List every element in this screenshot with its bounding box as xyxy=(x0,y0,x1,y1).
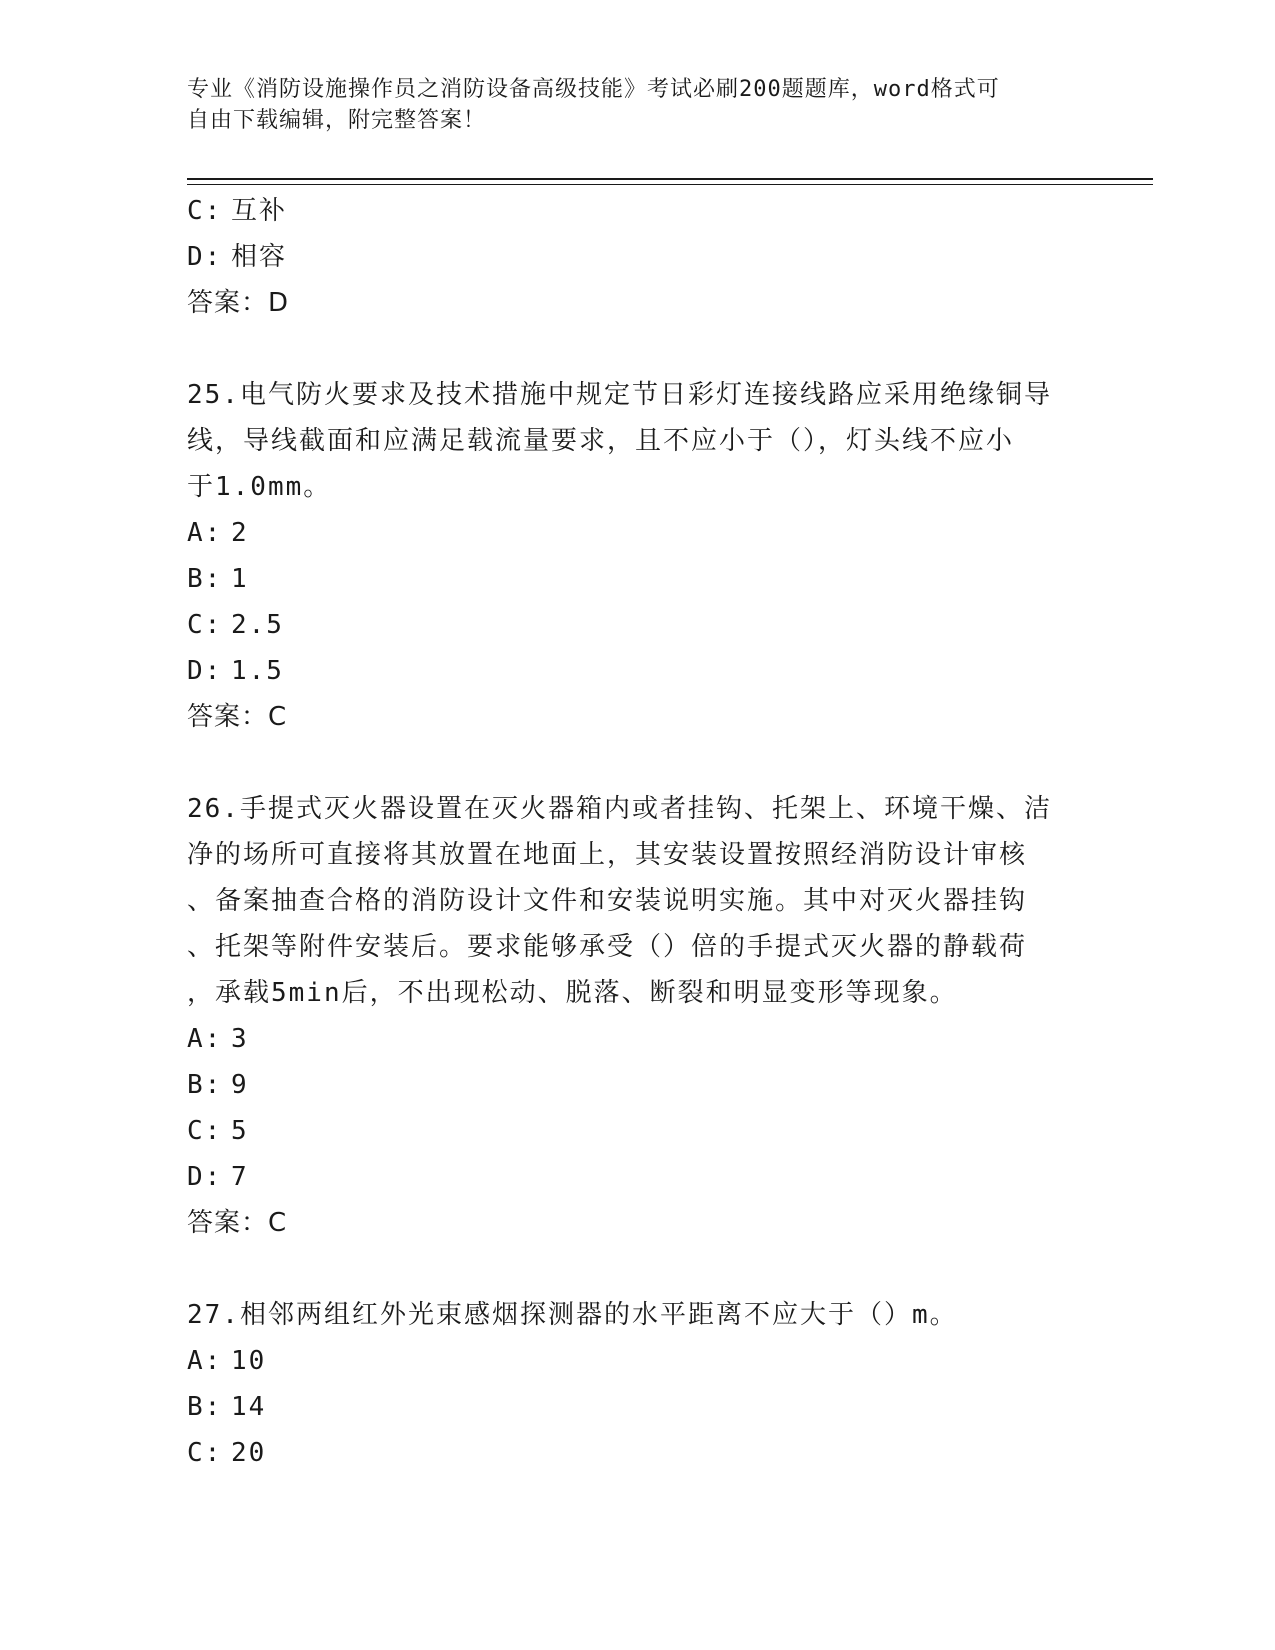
option-b: B: 1 xyxy=(187,564,249,594)
option-d: D: 相容 xyxy=(187,242,288,272)
option-a: A: 3 xyxy=(187,1024,249,1054)
document-body xyxy=(187,188,1087,1476)
option-c: C: 互补 xyxy=(187,196,288,226)
option-d: D: 7 xyxy=(187,1162,249,1192)
header-line-2: 自由下载编辑，附完整答案！ xyxy=(187,108,487,133)
option-c: C: 5 xyxy=(187,1116,249,1146)
question-text-line: 线，导线截面和应满足载流量要求，且不应小于（），灯头线不应小 xyxy=(187,426,1015,456)
document-header xyxy=(187,74,1087,136)
prev-question xyxy=(187,188,1087,326)
question-text-line: 27.相邻两组红外光束感烟探测器的水平距离不应大于（）m。 xyxy=(187,1300,958,1330)
header-rule-thin xyxy=(187,184,1153,185)
option-a: A: 10 xyxy=(187,1346,267,1376)
option-c: C: 20 xyxy=(187,1438,267,1468)
spacer xyxy=(187,326,1087,372)
question-text-line: ，承载5min后，不出现松动、脱落、断裂和明显变形等现象。 xyxy=(187,978,958,1008)
option-c: C: 2.5 xyxy=(187,610,284,640)
option-b: B: 14 xyxy=(187,1392,267,1422)
spacer xyxy=(187,740,1087,786)
answer: 答案：D xyxy=(187,288,290,318)
question-text-line: 、备案抽查合格的消防设计文件和安装说明实施。其中对灭火器挂钩 xyxy=(187,886,1028,916)
question-text-line: 于1.0mm。 xyxy=(187,472,332,502)
question-25 xyxy=(187,372,1087,740)
spacer xyxy=(187,1246,1087,1292)
option-b: B: 9 xyxy=(187,1070,249,1100)
answer: 答案：C xyxy=(187,702,288,732)
header-rule-thick xyxy=(187,178,1153,180)
question-27 xyxy=(187,1292,1087,1476)
question-text-line: 、托架等附件安装后。要求能够承受（）倍的手提式灭火器的静载荷 xyxy=(187,932,1028,962)
question-text-line: 25.电气防火要求及技术措施中规定节日彩灯连接线路应采用绝缘铜导 xyxy=(187,380,1052,410)
option-d: D: 1.5 xyxy=(187,656,284,686)
question-26 xyxy=(187,786,1087,1246)
header-line-1: 专业《消防设施操作员之消防设备高级技能》考试必刷200题题库，word格式可 xyxy=(187,77,1000,102)
question-text-line: 净的场所可直接将其放置在地面上，其安装设置按照经消防设计审核 xyxy=(187,840,1028,870)
answer: 答案：C xyxy=(187,1208,288,1238)
question-text-line: 26.手提式灭火器设置在灭火器箱内或者挂钩、托架上、环境干燥、洁 xyxy=(187,794,1052,824)
option-a: A: 2 xyxy=(187,518,249,548)
